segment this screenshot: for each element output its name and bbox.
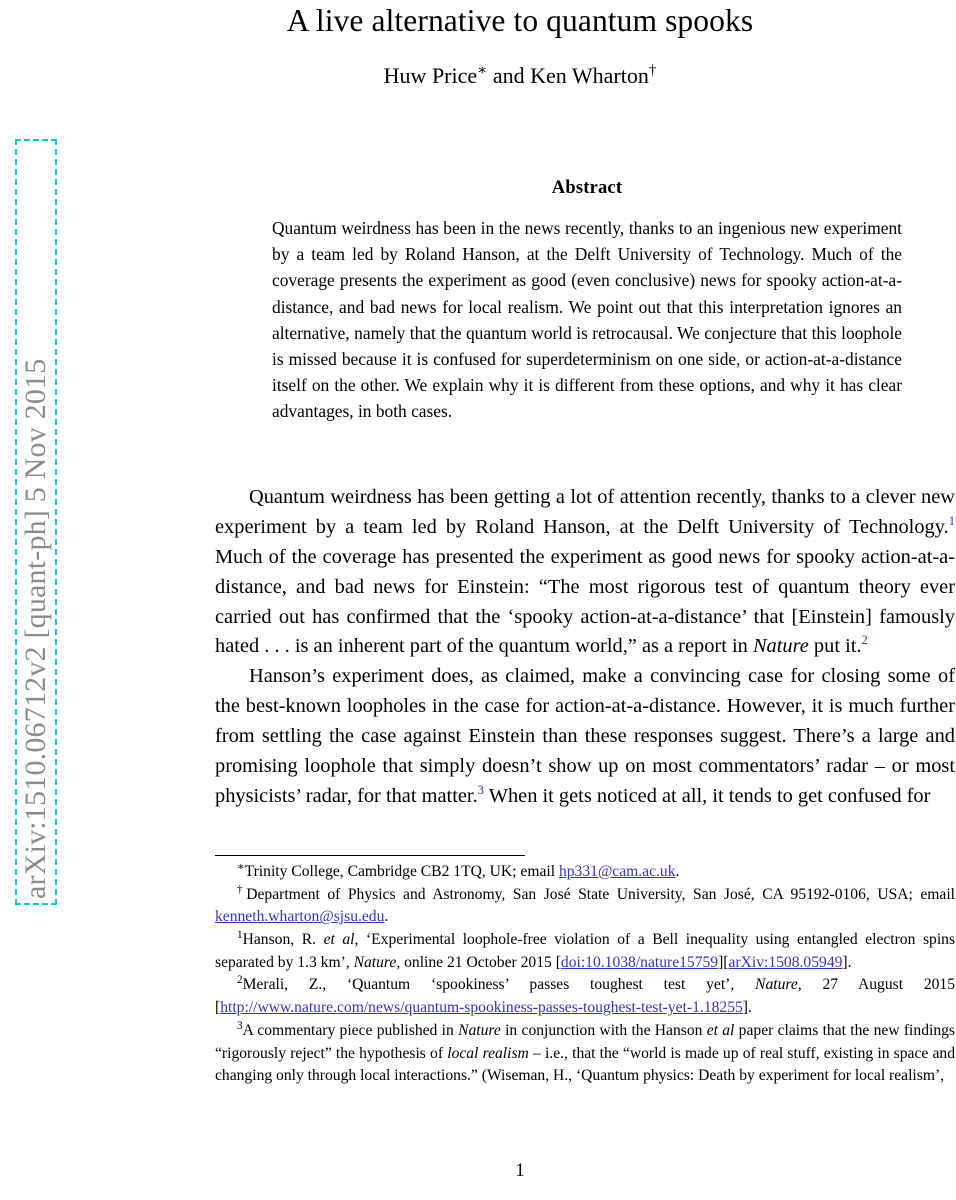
footnote-3-text-b: in conjunction with the Hanson — [500, 1021, 707, 1039]
footnote-1-text-a: Hanson, R. — [242, 931, 324, 949]
email-link-hp331[interactable]: hp331@cam.ac.uk — [558, 863, 676, 880]
page-number: 1 — [515, 1160, 525, 1181]
footnote-1-et-al: et al, — [323, 931, 359, 949]
paragraph-1-part-b: Much of the coverage has presented the experiment as good news for spooky action-at-a-distance, and bad news for Einstein: “The most rigorous test of quantum theory ever carried out has confirmed that the ‘spooky action-at-a-distance’ that [Einstein] famously hated . . . is an inherent part of the quantum world,” as a report in — [215, 545, 955, 658]
footnote-2-text-a: Merali, Z., ‘Quantum ‘spookiness’ passes toughest test yet’, — [242, 976, 756, 994]
footnote-dagger-tail: . — [384, 908, 389, 926]
body-paragraph-1 — [215, 483, 955, 662]
body-text — [215, 483, 955, 812]
paragraph-2-part-a: Hanson’s experiment does, as claimed, make a convincing case for closing some of the best-known loopholes in the case for action-at-a-distance. However, it is much further from settling the case against Einstein than these responses suggest. There’s a large and promising loophole that simply doesn’t show up on most commentators’ radar – or most physicists’ radar, for that matter. — [215, 665, 955, 807]
footnote-marker-star: ∗ — [237, 860, 245, 873]
footnote-dagger-text: Department of Physics and Astronomy, San José State University, San José, CA 95192-0106, USA; email — [246, 885, 955, 903]
footnote-3-text-a: A commentary piece published in — [242, 1021, 459, 1039]
footnote-marker-1: 1 — [237, 928, 243, 941]
footnote-marker-3: 3 — [237, 1019, 243, 1032]
footnote-star-tail: . — [675, 863, 680, 880]
author-conjunction: and Ken Wharton — [487, 63, 649, 88]
nature-news-url-link[interactable]: http://www.nature.com/news/quantum-spookiness-passes-toughest-test-yet-1.18255 — [220, 999, 743, 1017]
footnote-3-text-c: paper claims that the new findings “rigorously reject” the hypothesis of — [215, 1021, 955, 1062]
footnotes-section — [215, 861, 955, 1088]
doi-link[interactable]: doi:10.1038/nature15759 — [560, 953, 719, 971]
footnote-marker-2: 2 — [237, 974, 243, 987]
footnote-2-journal: Nature, — [755, 976, 802, 994]
footnote-3-et-al: et al — [706, 1021, 735, 1039]
email-link-kenneth-wharton[interactable]: kenneth.wharton@sjsu.edu — [215, 908, 385, 926]
paragraph-1-part-c: put it. — [808, 635, 862, 658]
author-footnote-marker-dagger[interactable]: † — [648, 62, 657, 79]
author-footnote-marker-star[interactable]: ∗ — [477, 62, 488, 79]
footnote-ref-3[interactable]: 3 — [477, 783, 484, 798]
abstract-section — [272, 178, 902, 425]
paragraph-1-journal-name: Nature — [752, 635, 809, 658]
footnote-1-journal: Nature, — [353, 953, 401, 971]
footnote-1-text-d: ][ — [718, 953, 729, 971]
footnote-2-text-b: 27 August 2015 [ — [215, 976, 956, 1017]
footnote-ref-1[interactable]: 1 — [948, 514, 955, 529]
page-title: A live alternative to quantum spooks — [286, 3, 754, 38]
arxiv-link[interactable]: arXiv:1508.05949 — [728, 953, 843, 971]
footnote-3-text-d: – i.e., that the “world is made up of real stuff, existing in space and changing only through local interactions.” (Wiseman, H., ‘Quantum physics: Death by experiment for local realism’, — [215, 1044, 956, 1085]
footnote-marker-dagger: † — [237, 883, 247, 896]
footnote-3 — [215, 1020, 955, 1088]
footnote-2 — [215, 974, 955, 1019]
footnote-2-text-c: ]. — [742, 999, 752, 1017]
footnote-star — [215, 861, 955, 884]
footnote-3-journal: Nature — [458, 1021, 501, 1039]
body-paragraph-2 — [215, 662, 955, 811]
author-line — [120, 63, 920, 89]
footnote-star-text: Trinity College, Cambridge CB2 1TQ, UK; email — [244, 863, 559, 880]
author-huw-price: Huw Price — [383, 63, 478, 88]
footnote-1-text-b: ‘Experimental loophole-free violation of a Bell inequality using entangled electron spins separated by 1.3 km’, — [215, 931, 956, 971]
footnote-1-text-e: ]. — [842, 953, 852, 971]
paragraph-2-part-b: When it gets noticed at all, it tends to get confused for — [483, 784, 931, 807]
arxiv-stamp-text: arXiv:1510.06712v2 [quant-ph] 5 Nov 2015 — [19, 358, 52, 899]
footnote-3-local-realism: local realism — [447, 1044, 529, 1062]
footnote-separator-rule — [215, 855, 525, 856]
abstract-body: Quantum weirdness has been in the news recently, thanks to an ingenious new experiment by a team led by Roland Hanson, at the Delft University of Technology. Much of the coverage presents the experiment as good (even conclusive) news for spooky action-at-a-distance, and bad news for local realism. We point out that this interpretation ignores an alternative, namely that the quantum world is retrocausal. We conjecture that this loophole is missed because it is confused for superdeterminism on one side, or action-at-a-distance itself on the other. We explain why it is different from these options, and why it has clear advantages, in both cases. — [272, 218, 902, 422]
paragraph-1-part-a: Quantum weirdness has been getting a lot of attention recently, thanks to a clever new experiment by a team led by Roland Hanson, at the Delft University of Technology. — [215, 486, 955, 538]
footnote-1-text-c: online 21 October 2015 [ — [400, 953, 561, 971]
footnote-1 — [215, 929, 955, 974]
footnote-ref-2[interactable]: 2 — [861, 633, 868, 648]
footnote-dagger — [215, 884, 955, 929]
abstract-heading: Abstract — [551, 178, 623, 198]
